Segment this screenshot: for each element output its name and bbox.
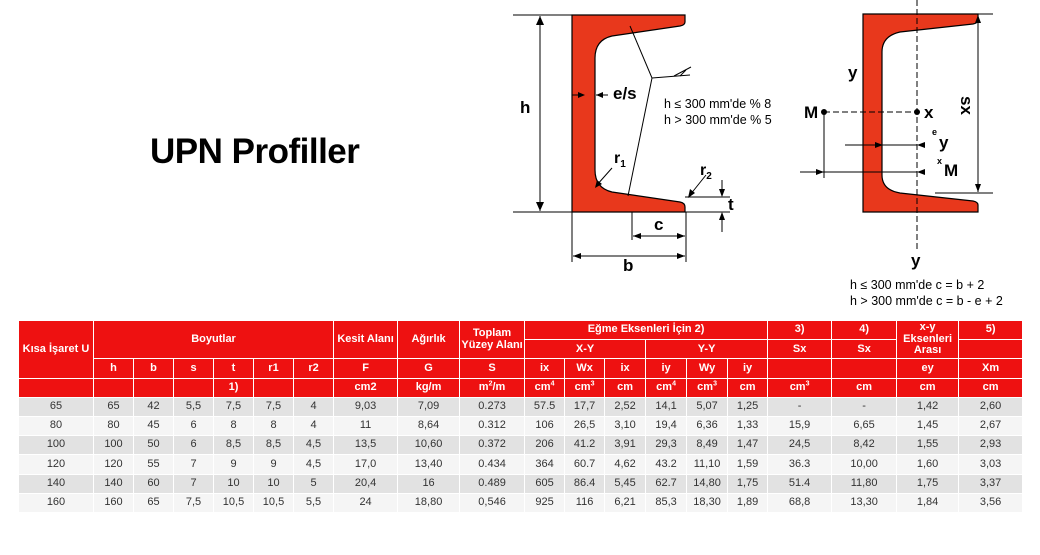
table-cell: 18,80 [398, 493, 460, 512]
table-cell: 17,0 [334, 455, 398, 474]
table-cell: 2,60 [959, 397, 1023, 416]
unit-ix-2: cm [605, 378, 646, 397]
table-cell: 13,5 [334, 436, 398, 455]
unit-sx-2: cm [832, 378, 897, 397]
label-t: t [728, 195, 734, 214]
label-xM: M [944, 161, 959, 180]
table-cell: 106 [525, 416, 565, 435]
table-cell: 16 [398, 474, 460, 493]
table-cell: 364 [525, 455, 565, 474]
table-cell: 8 [254, 416, 294, 435]
unit-ix: $cm^4$ [525, 378, 565, 397]
unit-blank [134, 378, 174, 397]
arrowhead [917, 142, 925, 148]
col-G: G [398, 359, 460, 378]
table-cell: 9,03 [334, 397, 398, 416]
table-cell: 55 [134, 455, 174, 474]
header-egme-eksenleri: Eğme Eksenleri İçin 2) [525, 321, 768, 340]
table-cell: 6,65 [832, 416, 897, 435]
unit-G: kg/m [398, 378, 460, 397]
slope-note-1: h ≤ 300 mm'de % 8 [664, 97, 772, 111]
table-cell: 8,42 [832, 436, 897, 455]
table-cell: 1,75 [897, 474, 959, 493]
header-kesit-alani: Kesit Alanı [334, 321, 398, 359]
col-t: t [214, 359, 254, 378]
c-note-1: h ≤ 300 mm'de c = b + 2 [850, 278, 985, 292]
table-cell: 3,37 [959, 474, 1023, 493]
table-cell: 4 [294, 416, 334, 435]
table-cell: 1,47 [728, 436, 768, 455]
label-e-sup: e [932, 127, 938, 137]
label-ey: y [939, 133, 949, 152]
label-sx: sx [957, 96, 976, 115]
col-iy: iy [646, 359, 687, 378]
arrowhead [677, 253, 685, 259]
table-cell: 160 [94, 493, 134, 512]
table-cell: 140 [94, 474, 134, 493]
row-label-cell: 100 [19, 436, 94, 455]
table-cell: 0.434 [460, 455, 525, 474]
table-cell: 18,30 [687, 493, 728, 512]
unit-xm: cm [959, 378, 1023, 397]
table-cell: 80 [94, 416, 134, 435]
arrowhead [719, 189, 725, 197]
table-cell: 7 [174, 474, 214, 493]
table-cell: 7,5 [174, 493, 214, 512]
table-cell: 2,67 [959, 416, 1023, 435]
unit-ey: cm [897, 378, 959, 397]
unit-blank [294, 378, 334, 397]
table-cell: 51.4 [768, 474, 832, 493]
unit-blank [94, 378, 134, 397]
table-cell: 1,84 [897, 493, 959, 512]
col-F: F [334, 359, 398, 378]
arrowhead [816, 169, 824, 175]
table-cell: 0.372 [460, 436, 525, 455]
leader-line [630, 26, 652, 78]
unit-iy: $cm^4$ [646, 378, 687, 397]
table-cell: 3,91 [605, 436, 646, 455]
table-cell: 10 [254, 474, 294, 493]
table-cell: 10 [214, 474, 254, 493]
table-cell: 0.273 [460, 397, 525, 416]
col-Xm: Xm [959, 359, 1023, 378]
centroid-point [914, 109, 920, 115]
table-cell: 5,5 [294, 493, 334, 512]
unit-F: cm2 [334, 378, 398, 397]
table-cell: 120 [94, 455, 134, 474]
table-cell: 5,5 [174, 397, 214, 416]
table-cell: 1,75 [728, 474, 768, 493]
upn-spec-table [18, 320, 1023, 513]
table-cell: 100 [94, 436, 134, 455]
arrowhead [596, 92, 603, 98]
table-cell: 65 [134, 493, 174, 512]
label-M: M [804, 103, 819, 122]
unit-blank [254, 378, 294, 397]
label-xm-sup: x [937, 156, 943, 166]
table-cell: 13,30 [832, 493, 897, 512]
col-r1: r1 [254, 359, 294, 378]
table-cell: 5,45 [605, 474, 646, 493]
table-cell: 14,80 [687, 474, 728, 493]
table-cell: 36.3 [768, 455, 832, 474]
unit-sx-1: $cm^3$ [768, 378, 832, 397]
table-cell: 7,5 [214, 397, 254, 416]
col-S: S [460, 359, 525, 378]
table-cell: 45 [134, 416, 174, 435]
table-row [19, 397, 1023, 416]
table-cell: - [768, 397, 832, 416]
table-cell: 8 [214, 416, 254, 435]
col-blank-a [768, 359, 832, 378]
header-yy-axis: Y-Y [646, 340, 768, 359]
table-row [19, 493, 1023, 512]
table-cell: 17,7 [565, 397, 605, 416]
row-label-cell: 140 [19, 474, 94, 493]
header-note-3: 3) [768, 321, 832, 340]
table-cell: 1,25 [728, 397, 768, 416]
table-cell: 43.2 [646, 455, 687, 474]
unit-blank [174, 378, 214, 397]
table-cell: 10,5 [214, 493, 254, 512]
unit-blank [19, 378, 94, 397]
table-cell: 13,40 [398, 455, 460, 474]
table-cell: 10,60 [398, 436, 460, 455]
label-r1: $r_1$ [614, 150, 626, 170]
table-cell: 4,5 [294, 455, 334, 474]
table-cell: 26,5 [565, 416, 605, 435]
col-Wx: Wx [565, 359, 605, 378]
table-cell: 8,5 [214, 436, 254, 455]
label-h: h [520, 98, 531, 117]
table-cell: 6 [174, 416, 214, 435]
table-cell: 0.489 [460, 474, 525, 493]
col-s: s [174, 359, 214, 378]
table-cell: 6,36 [687, 416, 728, 435]
table-cell: 50 [134, 436, 174, 455]
table-cell: 11,80 [832, 474, 897, 493]
page-title: UPN Profiller [150, 132, 360, 171]
row-label-cell: 160 [19, 493, 94, 512]
col-blank-b [832, 359, 897, 378]
table-cell: 20,4 [334, 474, 398, 493]
table-cell: 4 [294, 397, 334, 416]
axes-drawing [800, 0, 1003, 308]
col-b: b [134, 359, 174, 378]
table-cell: 5,07 [687, 397, 728, 416]
table-cell: 15,9 [768, 416, 832, 435]
table-cell: 3,56 [959, 493, 1023, 512]
table-cell: 9 [254, 455, 294, 474]
table-row [19, 436, 1023, 455]
header-note-5: 5) [959, 321, 1023, 340]
col-ix-2: ix [605, 359, 646, 378]
table-cell: 86.4 [565, 474, 605, 493]
row-label-cell: 120 [19, 455, 94, 474]
table-cell: 605 [525, 474, 565, 493]
label-c: c [654, 215, 664, 234]
table-cell: 10,00 [832, 455, 897, 474]
arrowhead [573, 253, 581, 259]
header-kisa-isaret: Kısa İşaret U [19, 321, 94, 379]
header-xy-eksenleri: x-y Eksenleri Arası [897, 321, 959, 359]
table-cell: 62.7 [646, 474, 687, 493]
table-cell: 3,10 [605, 416, 646, 435]
header-agirlik: Ağırlık [398, 321, 460, 359]
label-y-top: y [848, 63, 858, 82]
table-cell: 19,4 [646, 416, 687, 435]
col-ix: ix [525, 359, 565, 378]
table-header [19, 321, 1023, 398]
table-row [19, 416, 1023, 435]
table-cell: 68,8 [768, 493, 832, 512]
table-cell: 60.7 [565, 455, 605, 474]
table-cell: 8,64 [398, 416, 460, 435]
table-cell: 29,3 [646, 436, 687, 455]
arrowhead [975, 184, 981, 192]
table-cell: 41.2 [565, 436, 605, 455]
table-row [19, 474, 1023, 493]
header-boyutlar: Boyutlar [94, 321, 334, 359]
table-cell: 7,09 [398, 397, 460, 416]
table-cell: - [832, 397, 897, 416]
table-cell: 3,03 [959, 455, 1023, 474]
table-cell: 116 [565, 493, 605, 512]
header-sx-1: Sx [768, 340, 832, 359]
table-cell: 1,33 [728, 416, 768, 435]
header-note-4: 4) [832, 321, 897, 340]
table-cell: 24 [334, 493, 398, 512]
table-cell: 10,5 [254, 493, 294, 512]
label-x: x [924, 103, 934, 122]
table-cell: 4,62 [605, 455, 646, 474]
table-cell: 65 [94, 397, 134, 416]
arrowhead [536, 16, 544, 25]
table-cell: 1,42 [897, 397, 959, 416]
table-cell: 8,5 [254, 436, 294, 455]
unit-t-note: 1) [214, 378, 254, 397]
table-row [19, 455, 1023, 474]
table-cell: 6,21 [605, 493, 646, 512]
table-cell: 85,3 [646, 493, 687, 512]
table-cell: 4,5 [294, 436, 334, 455]
table-cell: 0.312 [460, 416, 525, 435]
col-Wy: Wy [687, 359, 728, 378]
table-cell: 1,60 [897, 455, 959, 474]
table-cell: 57.5 [525, 397, 565, 416]
table-cell: 1,59 [728, 455, 768, 474]
table-cell: 7 [174, 455, 214, 474]
table-cell: 925 [525, 493, 565, 512]
table-cell: 42 [134, 397, 174, 416]
label-y-bottom: y [911, 251, 921, 270]
leader-line [652, 75, 690, 78]
col-h: h [94, 359, 134, 378]
table-cell: 11 [334, 416, 398, 435]
table-cell: 2,52 [605, 397, 646, 416]
table-cell: 7,5 [254, 397, 294, 416]
row-label-cell: 65 [19, 397, 94, 416]
header-toplam-yuzey: Toplam Yüzey Alanı [460, 321, 525, 359]
header-sx-2: Sx [832, 340, 897, 359]
table-cell: 24,5 [768, 436, 832, 455]
table-cell: 60 [134, 474, 174, 493]
arrowhead [677, 233, 685, 239]
table-cell: 8,49 [687, 436, 728, 455]
col-ey: ey [897, 359, 959, 378]
table-cell: 0,546 [460, 493, 525, 512]
table-cell: 1,89 [728, 493, 768, 512]
arrowhead [536, 202, 544, 211]
table-cell: 5 [294, 474, 334, 493]
table-cell: 6 [174, 436, 214, 455]
col-r2: r2 [294, 359, 334, 378]
table-cell: 1,55 [897, 436, 959, 455]
unit-Wy: $cm^3$ [687, 378, 728, 397]
c-note-2: h > 300 mm'de c = b - e + 2 [850, 294, 1003, 308]
slope-note-2: h > 300 mm'de % 5 [664, 113, 772, 127]
table-body [19, 397, 1023, 512]
section-drawing [513, 15, 772, 275]
unit-S: $m^2/m$ [460, 378, 525, 397]
arrowhead [719, 212, 725, 220]
col-iy-2: iy [728, 359, 768, 378]
unit-iy-2: cm [728, 378, 768, 397]
table-cell: 14,1 [646, 397, 687, 416]
table-cell: 2,93 [959, 436, 1023, 455]
table-cell: 9 [214, 455, 254, 474]
unit-Wx: $cm^3$ [565, 378, 605, 397]
label-es: e/s [613, 84, 637, 103]
row-label-cell: 80 [19, 416, 94, 435]
label-b: b [623, 256, 634, 275]
table-cell: 206 [525, 436, 565, 455]
arrowhead [917, 169, 925, 175]
table-cell: 1,45 [897, 416, 959, 435]
table-cell: 11,10 [687, 455, 728, 474]
label-r2: $r_2$ [700, 162, 712, 182]
header-xy-axis: X-Y [525, 340, 646, 359]
header-blank [959, 340, 1023, 359]
arrowhead [633, 233, 641, 239]
